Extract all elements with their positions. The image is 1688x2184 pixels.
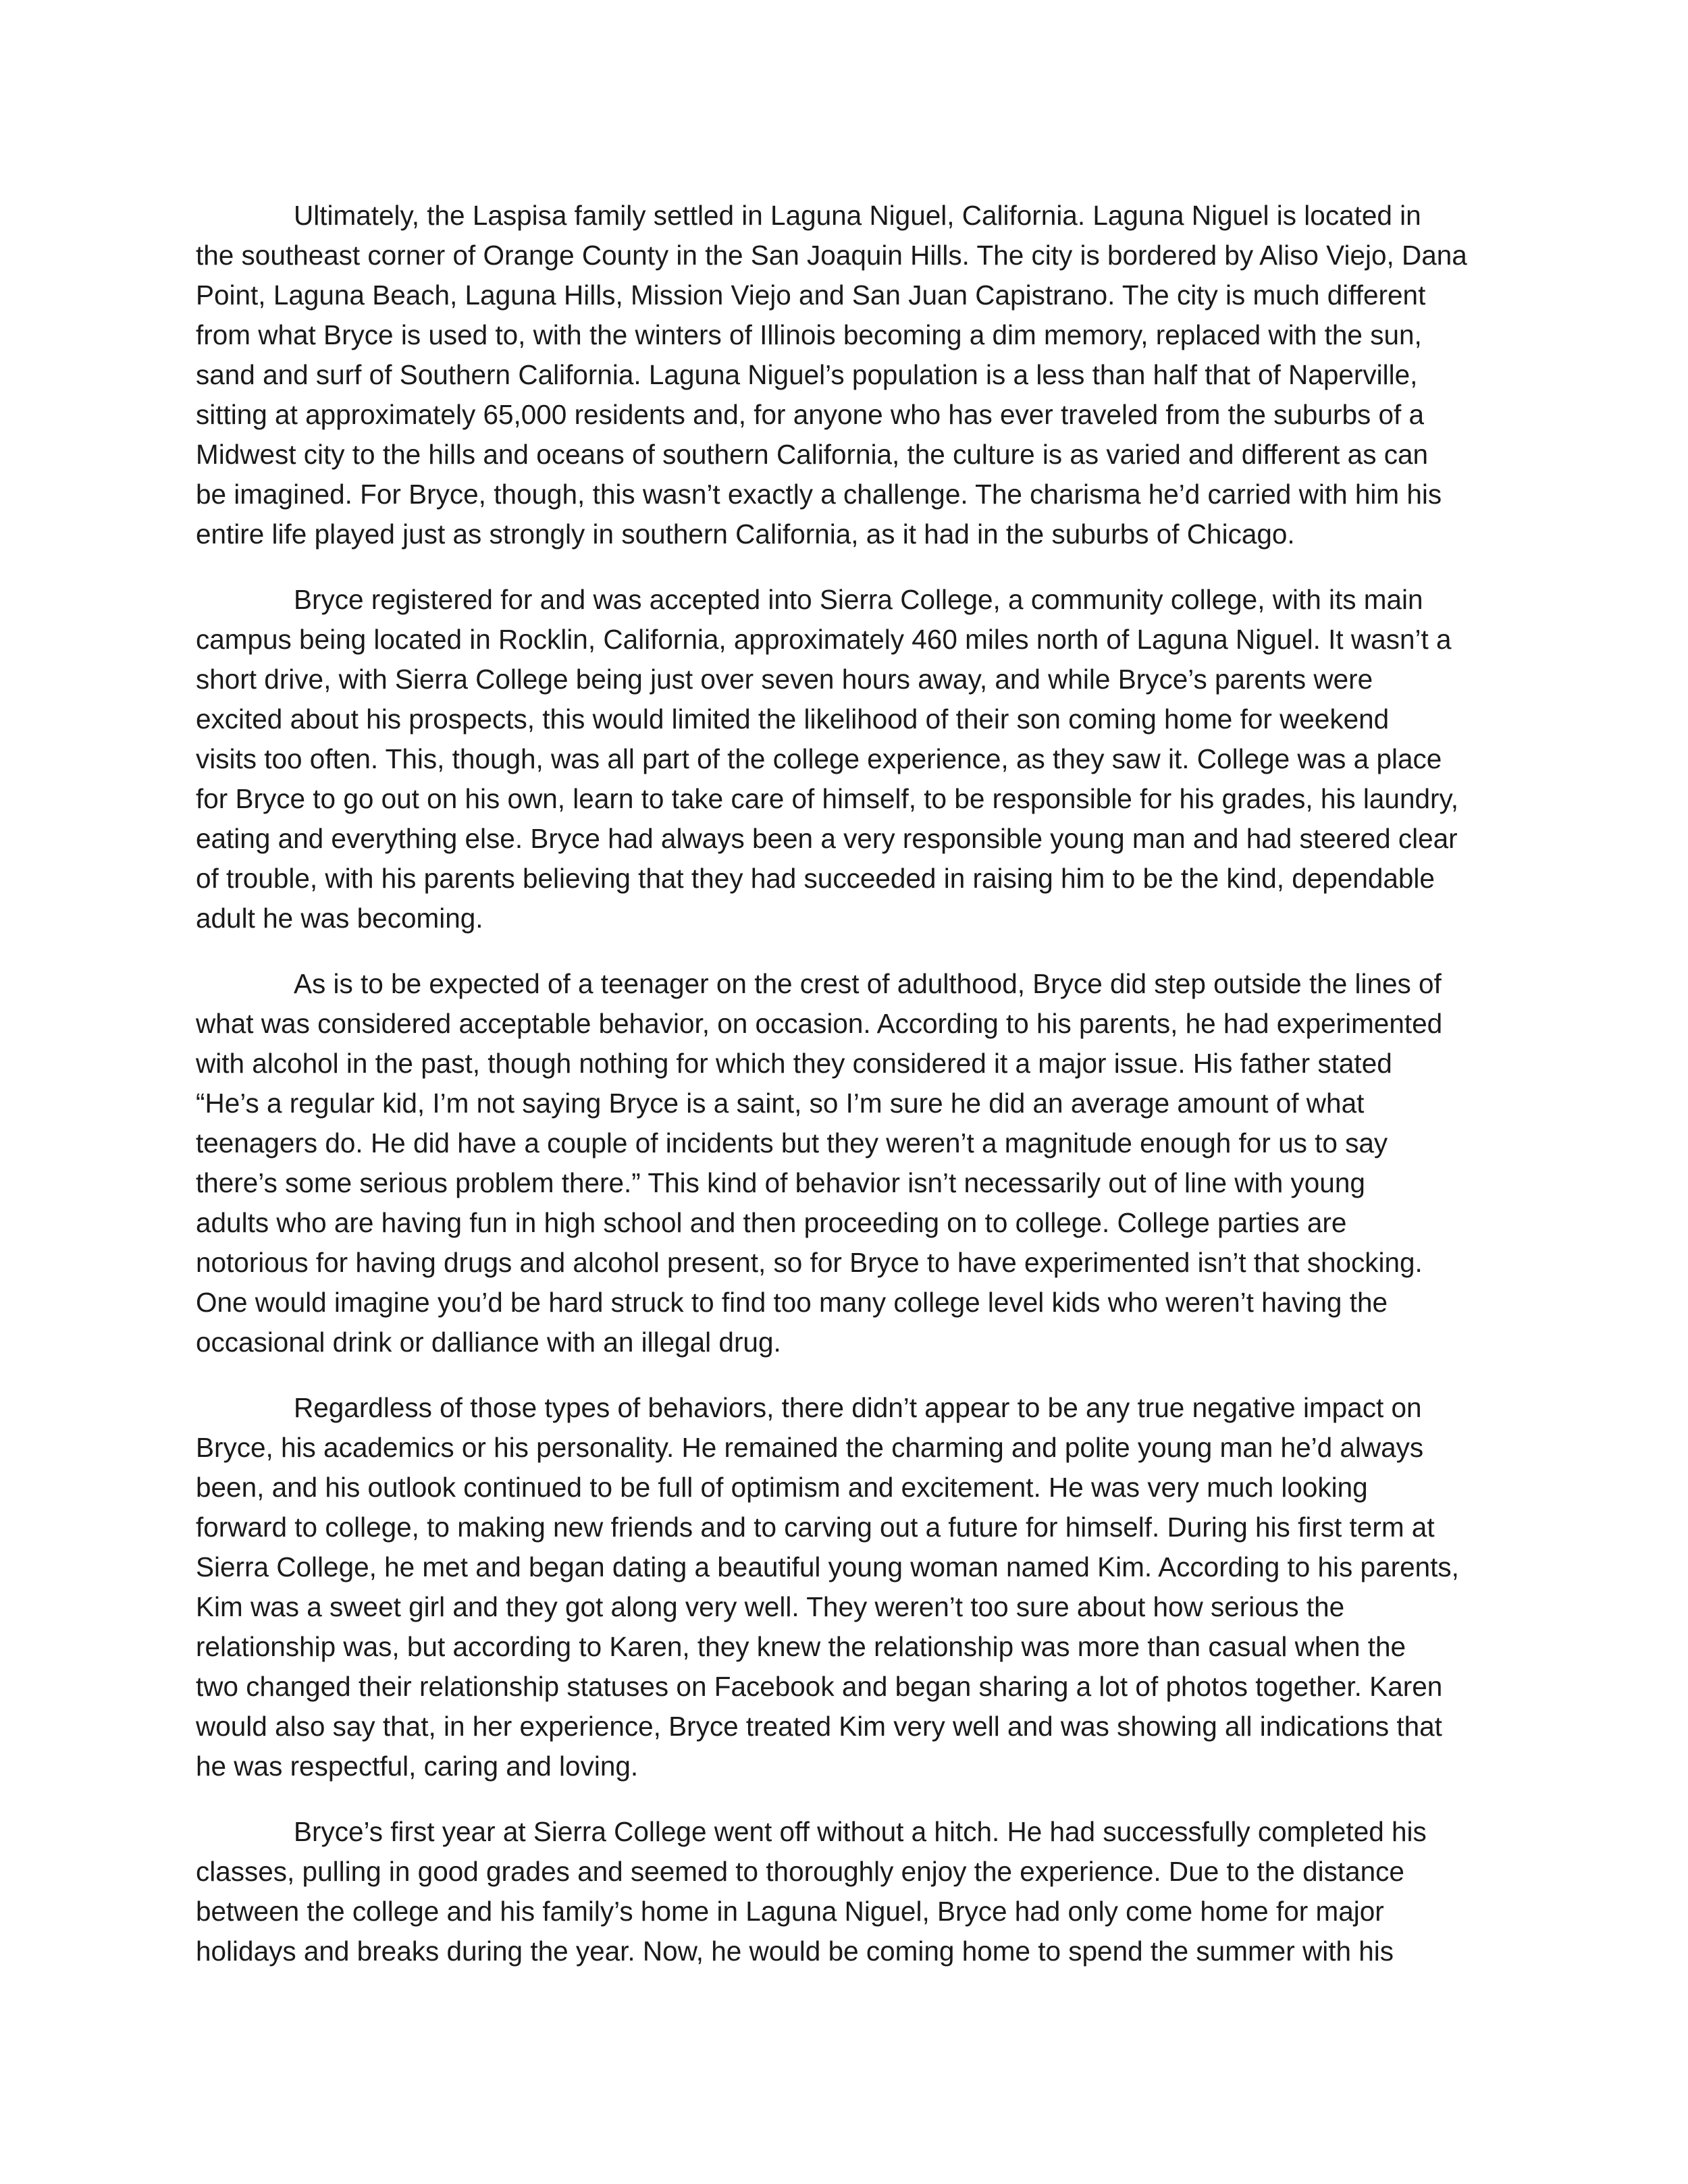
text-line: visits too often. This, though, was all part of the college experience, as they saw it. College was a place (196, 743, 1442, 774)
text-line: excited about his prospects, this would limited the likelihood of their son coming home for weekend (196, 703, 1390, 735)
text-line: holidays and breaks during the year. Now, he would be coming home to spend the summer with his (196, 1936, 1394, 1967)
text-line: adults who are having fun in high school and then proceeding on to college. College parties are (196, 1207, 1347, 1238)
text-line: campus being located in Rocklin, California, approximately 460 miles north of Laguna Niguel. It wasn’t a (196, 624, 1452, 655)
paragraph-5 (196, 1812, 1499, 1971)
text-line: be imagined. For Bryce, though, this wasn’t exactly a challenge. The charisma he’d carried with him his (196, 479, 1442, 510)
text-line: short drive, with Sierra College being just over seven hours away, and while Bryce’s parents were (196, 664, 1373, 695)
text-line: would also say that, in her experience, Bryce treated Kim very well and was showing all indications that (196, 1711, 1442, 1742)
text-line: between the college and his family’s home in Laguna Niguel, Bryce had only come home for major (196, 1896, 1384, 1927)
text-line: the southeast corner of Orange County in the San Joaquin Hills. The city is bordered by Aliso Viejo, Dana (196, 240, 1467, 271)
text-line: Bryce, his academics or his personality. He remained the charming and polite young man he’d always (196, 1432, 1424, 1463)
document-body (196, 196, 1499, 1997)
text-line: relationship was, but according to Karen, they knew the relationship was more than casual when the (196, 1631, 1406, 1662)
text-line: with alcohol in the past, though nothing for which they considered it a major issue. His father stated (196, 1048, 1392, 1079)
text-line: forward to college, to making new friends and to carving out a future for himself. During his first term at (196, 1512, 1435, 1543)
text-line: teenagers do. He did have a couple of incidents but they weren’t a magnitude enough for us to say (196, 1127, 1388, 1158)
text-line: what was considered acceptable behavior, on occasion. According to his parents, he had experimented (196, 1008, 1443, 1039)
text-line: One would imagine you’d be hard struck to find too many college level kids who weren’t having the (196, 1287, 1388, 1318)
text-line: notorious for having drugs and alcohol present, so for Bryce to have experimented isn’t that shocking. (196, 1247, 1423, 1278)
text-line: Bryce’s first year at Sierra College went off without a hitch. He had successfully completed his (294, 1816, 1427, 1847)
text-line: Point, Laguna Beach, Laguna Hills, Mission Viejo and San Juan Capistrano. The city is much different (196, 279, 1426, 311)
text-line: Kim was a sweet girl and they got along very well. They weren’t too sure about how serious the (196, 1591, 1345, 1622)
text-line: of trouble, with his parents believing that they had succeeded in raising him to be the kind, dependable (196, 863, 1435, 894)
paragraph-1 (196, 196, 1499, 554)
text-line: Bryce registered for and was accepted into Sierra College, a community college, with its main (294, 584, 1423, 615)
text-line: Sierra College, he met and began dating a beautiful young woman named Kim. According to his parents, (196, 1551, 1459, 1582)
text-line: Midwest city to the hills and oceans of southern California, the culture is as varied and different as can (196, 439, 1428, 470)
text-line: Regardless of those types of behaviors, there didn’t appear to be any true negative impact on (294, 1392, 1422, 1423)
text-line: sand and surf of Southern California. Laguna Niguel’s population is a less than half that of Naperville, (196, 359, 1418, 390)
paragraph-3 (196, 964, 1499, 1362)
text-line: entire life played just as strongly in southern California, as it had in the suburbs of Chicago. (196, 518, 1295, 550)
text-line: As is to be expected of a teenager on the crest of adulthood, Bryce did step outside the lines of (294, 968, 1442, 999)
text-line: adult he was becoming. (196, 903, 483, 934)
paragraph-4 (196, 1388, 1499, 1786)
text-line: he was respectful, caring and loving. (196, 1751, 639, 1782)
text-line: there’s some serious problem there.” This kind of behavior isn’t necessarily out of line with young (196, 1167, 1365, 1198)
text-line: Ultimately, the Laspisa family settled in Laguna Niguel, California. Laguna Niguel is located in (294, 200, 1421, 231)
text-line: eating and everything else. Bryce had always been a very responsible young man and had steered clear (196, 823, 1458, 854)
text-line: for Bryce to go out on his own, learn to take care of himself, to be responsible for his grades, his laundry, (196, 783, 1458, 814)
text-line: been, and his outlook continued to be full of optimism and excitement. He was very much looking (196, 1472, 1368, 1503)
text-line: “He’s a regular kid, I’m not saying Bryce is a saint, so I’m sure he did an average amount of what (196, 1088, 1365, 1119)
text-line: two changed their relationship statuses on Facebook and began sharing a lot of photos together. Karen (196, 1671, 1443, 1702)
text-line: sitting at approximately 65,000 residents and, for anyone who has ever traveled from the suburbs of a (196, 399, 1425, 430)
text-line: occasional drink or dalliance with an illegal drug. (196, 1327, 781, 1358)
text-line: classes, pulling in good grades and seemed to thoroughly enjoy the experience. Due to the distance (196, 1856, 1404, 1887)
text-line: from what Bryce is used to, with the winters of Illinois becoming a dim memory, replaced with the sun, (196, 319, 1422, 350)
paragraph-2 (196, 580, 1499, 938)
